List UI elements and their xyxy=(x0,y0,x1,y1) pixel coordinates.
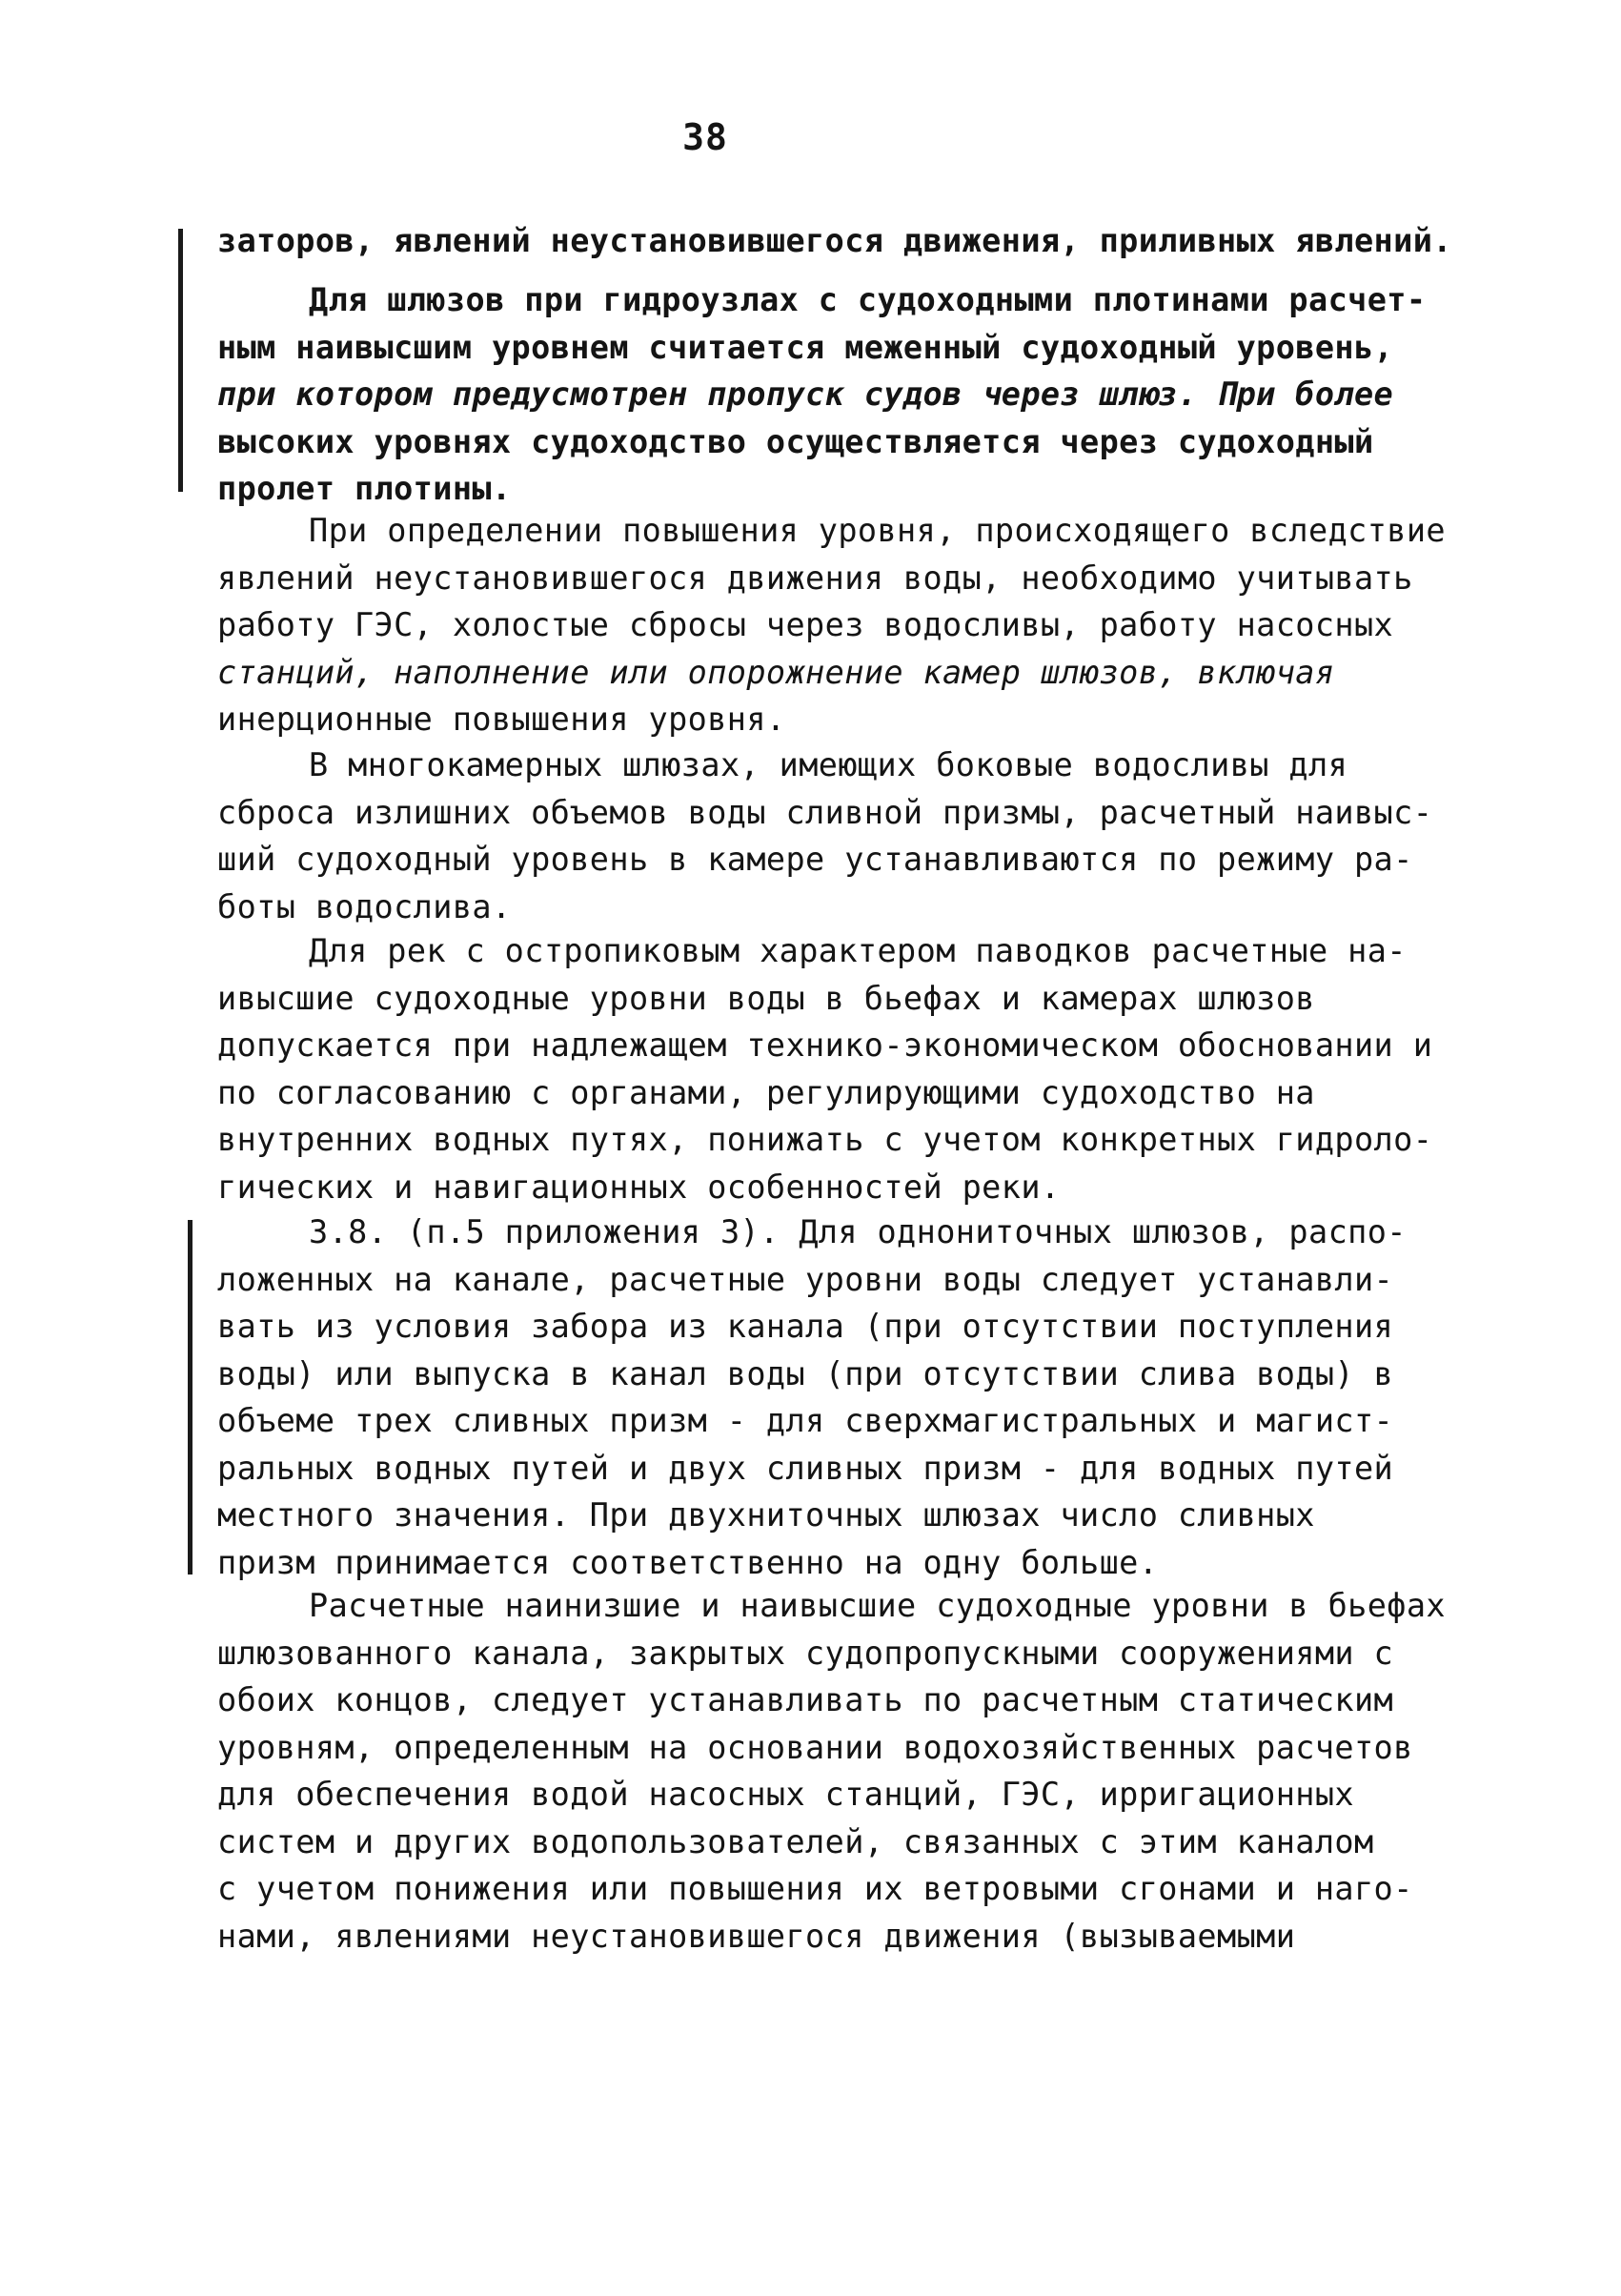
text-line: воды) или выпуска в канал воды (при отсутствии слива воды) в xyxy=(217,1354,1394,1392)
text-line: гических и навигационных особенностей реки. xyxy=(217,1168,1061,1206)
text-line: призм принимается соответственно на одну больше. xyxy=(217,1543,1159,1581)
text-line: 3.8. (п.5 приложения 3). Для однониточных шлюзов, распо- xyxy=(309,1213,1407,1250)
text-line: уровням, определенным на основании водохозяйственных расчетов xyxy=(217,1728,1413,1766)
text-line: работу ГЭС, холостые сбросы через водосливы, работу насосных xyxy=(217,606,1394,643)
text-line: внутренних водных путях, понижать с учетом конкретных гидроло- xyxy=(217,1121,1433,1158)
paragraph-navigable-dams xyxy=(217,276,1475,513)
text-line: ральных водных путей и двух сливных призм - для водных путей xyxy=(217,1449,1394,1487)
text-line: допускается при надлежащем технико-экономическом обосновании и xyxy=(217,1026,1433,1064)
text-line: нами, явлениями неустановившегося движения (вызываемыми xyxy=(217,1917,1296,1955)
text-line: пролет плотины. xyxy=(217,470,512,507)
paragraph-multichamber-locks xyxy=(217,742,1475,930)
text-line: систем и других водопользователей, связанных с этим каналом xyxy=(217,1822,1374,1860)
text-line: боты водослива. xyxy=(217,887,512,925)
text-line: инерционные повышения уровня. xyxy=(217,701,786,738)
text-line: ший судоходный уровень в камере устанавливаются по режиму ра- xyxy=(217,841,1413,878)
paragraph-section-3-8 xyxy=(217,1209,1475,1586)
text-line: Расчетные наинизшие и наивысшие судоходные уровни в бьефах xyxy=(309,1587,1446,1624)
text-line: станций, наполнение или опорожнение камер шлюзов, включая xyxy=(217,653,1335,691)
paragraph-level-rise xyxy=(217,507,1475,743)
paragraph-lock-canal-levels xyxy=(217,1582,1475,1960)
text-line: Для рек с остропиковым характером паводков расчетные на- xyxy=(309,932,1407,969)
text-line: местного значения. При двухниточных шлюзах число сливных xyxy=(217,1496,1315,1534)
text-line: при котором предусмотрен пропуск судов через шлюз. При более xyxy=(217,376,1394,413)
text-line: шлюзованного канала, закрытых судопропускными сооружениями с xyxy=(217,1634,1394,1672)
text-line: для обеспечения водой насосных станций, ГЭС, ирригационных xyxy=(217,1776,1354,1813)
text-line: Для шлюзов при гидроузлах с судоходными плотинами расчет- xyxy=(309,281,1427,318)
text-line: ложенных на канале, расчетные уровни воды следует устанавли- xyxy=(217,1260,1394,1298)
text-line: вать из условия забора из канала (при отсутствии поступления xyxy=(217,1308,1394,1345)
text-line: ивысшие судоходные уровни воды в бьефах и камерах шлюзов xyxy=(217,979,1315,1017)
change-bar-bottom xyxy=(188,1220,192,1575)
text-line: ным наивысшим уровнем считается меженный судоходный уровень, xyxy=(217,328,1394,366)
text-line: высоких уровнях судоходство осуществляется через судоходный xyxy=(217,422,1374,460)
text-line: обоих концов, следует устанавливать по расчетным статическим xyxy=(217,1681,1394,1718)
text-line: объеме трех сливных призм - для сверхмагистральных и магист- xyxy=(217,1402,1394,1439)
text-line: заторов, явлений неустановившегося движения, приливных явлений. xyxy=(217,222,1452,259)
paragraph-flood-rivers xyxy=(217,927,1475,1210)
text-line: сброса излишних объемов воды сливной призмы, расчетный наивыс- xyxy=(217,793,1433,831)
text-line: При определении повышения уровня, происходящего вследствие xyxy=(309,512,1446,549)
text-line: явлений неустановившегося движения воды, необходимо учитывать xyxy=(217,559,1413,597)
page-number: 38 xyxy=(682,116,728,158)
text-line: В многокамерных шлюзах, имеющих боковые водосливы для xyxy=(309,746,1348,783)
paragraph-intro-fragment xyxy=(217,217,1475,265)
change-bar-top xyxy=(178,229,183,492)
text-line: с учетом понижения или повышения их ветровыми сгонами и наго- xyxy=(217,1870,1413,1907)
text-line: по согласованию с органами, регулирующими судоходство на xyxy=(217,1073,1315,1111)
